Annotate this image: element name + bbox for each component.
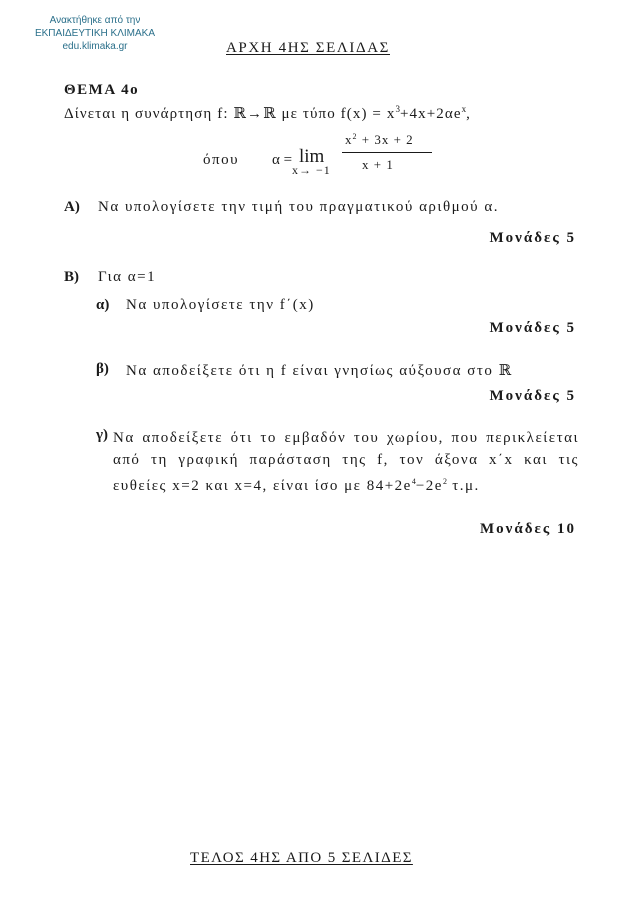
part-b-c-exp1: 4 xyxy=(411,477,416,486)
part-b-a-label: α) xyxy=(96,297,110,313)
function-definition xyxy=(64,104,471,123)
part-a-label: Α) xyxy=(64,199,80,215)
numerator-exp: 2 xyxy=(352,132,358,141)
limit-symbol: lim xyxy=(299,146,325,167)
part-b-label: Β) xyxy=(64,269,79,285)
part-b-c-marks: Μονάδες 10 xyxy=(479,521,576,537)
fraction-bar xyxy=(342,152,432,153)
watermark-line1: Ανακτήθηκε από την xyxy=(49,15,141,26)
part-a-text: Να υπολογίσετε την τιμή του πραγματικού αριθμού α. xyxy=(98,199,499,215)
part-b-a-text: Να υπολογίσετε την f΄(x) xyxy=(126,297,315,313)
watermark-line3: edu.klimaka.gr xyxy=(62,41,128,52)
part-b-c-body: Να αποδείξετε ότι το εμβαδόν του χωρίου, που περικλείεται από τη γραφική παράσταση της f, τον άξονα x΄x και τις ευθείες x=2 και x=4, είναι ίσο με 84+2e xyxy=(113,430,579,494)
fraction-denominator: x + 1 xyxy=(362,157,394,172)
part-b-b-text: Να αποδείξετε ότι η f είναι γνησίως αύξουσα στο ℝ xyxy=(126,363,513,379)
part-b-b-marks: Μονάδες 5 xyxy=(489,388,576,404)
part-b-a-marks: Μονάδες 5 xyxy=(489,320,576,336)
opou-label: όπου xyxy=(203,152,239,168)
page-header: ΑΡΧΗ 4ΗΣ ΣΕΛΙΔΑΣ xyxy=(226,40,390,56)
numerator-x: x xyxy=(345,132,353,147)
intro-suffix: , xyxy=(466,106,471,122)
part-b-c-end: τ.μ. xyxy=(446,478,480,494)
alpha-equals: α = xyxy=(272,152,293,168)
intro-exp1: 3 xyxy=(395,104,400,114)
intro-prefix: Δίνεται η συνάρτηση f: ℝ→ℝ με τύπο f(x) = x xyxy=(64,106,396,122)
limit-subscript: x→ −1 xyxy=(292,163,331,177)
intro-middle: +4x+2αe xyxy=(399,106,462,122)
part-b-c-exp2: 2 xyxy=(442,477,447,486)
part-b-c-label: γ) xyxy=(96,427,109,443)
part-a-marks: Μονάδες 5 xyxy=(489,230,576,246)
numerator-rest: + 3x + 2 xyxy=(357,132,414,147)
part-b-c-mid: −2e xyxy=(415,478,443,494)
fraction-numerator xyxy=(345,132,414,148)
part-b-text: Για α=1 xyxy=(98,269,157,285)
theme-title: ΘΕΜΑ 4ο xyxy=(64,82,140,98)
intro-exp2: x xyxy=(461,104,467,114)
watermark xyxy=(20,14,170,53)
page-footer: ΤΕΛΟΣ 4ΗΣ ΑΠΟ 5 ΣΕΛΙΔΕΣ xyxy=(190,850,413,866)
watermark-line2: ΕΚΠΑΙΔΕΥΤΙΚΗ ΚΛΙΜΑΚΑ xyxy=(34,28,156,39)
part-b-b-label: β) xyxy=(96,361,109,377)
part-b-c-text xyxy=(113,427,579,497)
